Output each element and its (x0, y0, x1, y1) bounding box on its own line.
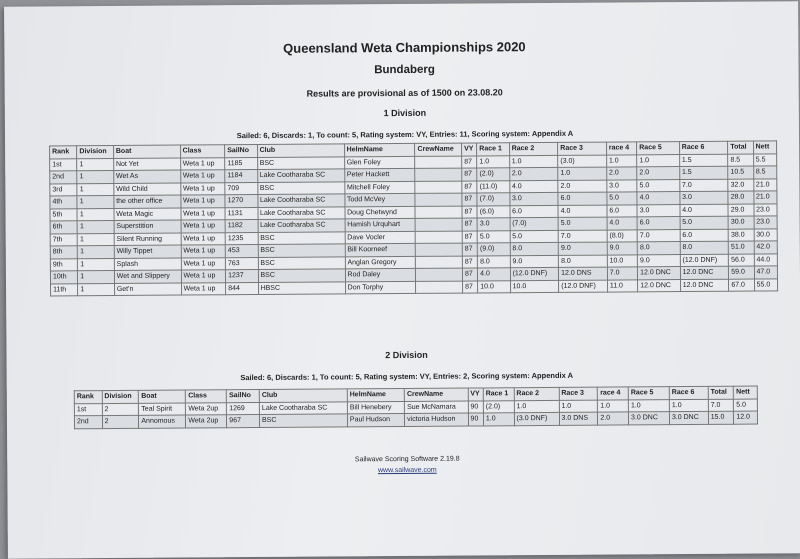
table-cell: 8.0 (680, 241, 729, 254)
table-cell: 1.0 (628, 399, 669, 412)
table-cell: Weta 1 up (181, 207, 226, 220)
table-cell: Splash (114, 258, 181, 271)
table-cell: 87 (462, 168, 477, 181)
table-cell: (7.0) (510, 217, 559, 230)
table-cell: 3.0 (637, 204, 680, 217)
table-cell: 30.0 (754, 228, 778, 241)
table-cell: 763 (225, 257, 257, 270)
table-cell: 6.0 (637, 217, 680, 230)
table-cell: Weta 2up (186, 415, 227, 428)
column-header: Total (728, 141, 753, 154)
column-header: Class (186, 390, 227, 403)
table-cell: Lake Cootharaba SC (258, 206, 345, 219)
column-header: Nett (734, 386, 758, 399)
table-cell (416, 218, 463, 231)
table-cell: BSC (257, 156, 344, 169)
table-cell: 5.0 (558, 217, 607, 230)
table-cell: 1 (78, 271, 115, 284)
table-cell: Get'n (114, 283, 181, 296)
table-cell: (6.0) (477, 205, 509, 218)
table-cell: 10.0 (478, 280, 510, 293)
column-header: Class (180, 145, 225, 158)
table-cell: 2.0 (637, 167, 680, 180)
table-cell (415, 181, 462, 194)
table-cell: 6th (50, 221, 77, 234)
table-cell (415, 156, 462, 169)
table-cell: 7th (50, 233, 77, 246)
table-cell: 1182 (225, 220, 257, 233)
table-cell: 1.0 (606, 154, 636, 167)
table-cell: 5.0 (477, 230, 509, 243)
table-cell: 7.0 (558, 230, 607, 243)
sailwave-link[interactable]: www.sailwave.com (377, 466, 437, 475)
division-1-results-table (49, 140, 778, 296)
table-cell: Lake Cootharaba SC (258, 219, 345, 232)
table-cell: 10.0 (510, 280, 559, 293)
table-cell: 4th (50, 196, 77, 209)
table-cell: 6.0 (510, 205, 559, 218)
table-cell: 1.0 (637, 154, 680, 167)
table-cell: 1235 (225, 232, 257, 245)
table-cell: 8.0 (510, 242, 559, 255)
table-cell: 3.0 (509, 192, 558, 205)
table-cell: 4.0 (637, 192, 680, 205)
footer-link-wrap (7, 464, 800, 477)
table-cell: 38.0 (728, 229, 753, 242)
table-cell: (7.0) (477, 193, 509, 206)
table-cell: 3rd (50, 183, 77, 196)
table-cell: (9.0) (477, 243, 509, 256)
table-cell: 1184 (225, 170, 257, 183)
column-header: Race 1 (477, 143, 509, 156)
table-cell: 7.0 (607, 267, 637, 280)
table-cell: 3.0 (607, 179, 637, 192)
table-cell: 1 (78, 246, 115, 259)
table-cell: 2 (102, 415, 139, 428)
table-cell: 32.0 (728, 179, 753, 192)
table-cell: 4.0 (680, 204, 729, 217)
table-cell: 30.0 (728, 216, 753, 229)
table-cell: 1131 (225, 207, 257, 220)
table-cell: 12.0 DNC (680, 266, 729, 279)
table-cell: 9th (50, 258, 77, 271)
column-header: Race 6 (669, 386, 708, 399)
table-cell: (12.0 DNF) (559, 280, 608, 293)
table-cell: 8.5 (753, 166, 777, 179)
column-header: Division (102, 390, 139, 403)
table-cell: (3.0) (558, 155, 607, 168)
table-cell: 2nd (50, 171, 77, 184)
table-cell: Glen Foley (344, 156, 415, 169)
table-cell: 51.0 (729, 241, 754, 254)
table-cell: 4.0 (509, 180, 558, 193)
table-cell: Lake Cootharaba SC (259, 401, 347, 414)
table-cell: 5.0 (637, 179, 680, 192)
software-credit: Sailwave Scoring Software 2.19.8 (354, 455, 460, 464)
table-cell: Weta 1 up (180, 182, 225, 195)
table-cell: Mitchell Foley (344, 181, 415, 194)
table-cell: 28.0 (728, 191, 753, 204)
table-cell: 12.0 DNC (680, 279, 729, 292)
table-cell: (12.0 DNF) (510, 267, 559, 280)
table-cell: 87 (462, 268, 477, 281)
table-cell: 4.0 (607, 217, 637, 230)
table-cell: Don Torphy (345, 281, 416, 294)
table-cell: 1269 (227, 402, 260, 415)
table-cell: BSC (258, 244, 345, 257)
table-cell: Weta 1 up (180, 195, 225, 208)
table-cell: 3.0 DNS (559, 412, 598, 425)
table-cell: Sue McNamara (405, 401, 468, 414)
table-cell: 8.0 (637, 242, 680, 255)
table-cell: Willy Tippet (114, 245, 181, 258)
column-header: VY (462, 143, 477, 156)
table-cell: 1 (77, 208, 114, 221)
table-cell: 12.0 DNS (559, 267, 608, 280)
table-cell: victoria Hudson (405, 413, 468, 426)
table-cell: BSC (258, 231, 345, 244)
table-cell: 6.0 (607, 204, 637, 217)
table-cell: (2.0) (483, 400, 514, 413)
division-2-summary: Sailed: 6, Discards: 1, To count: 5, Rating system: VY, Entries: 2, Scoring system: Appendix A (240, 370, 574, 383)
table-cell (415, 168, 462, 181)
table-cell: 10.0 (607, 254, 637, 267)
table-cell: the other office (114, 195, 181, 208)
table-cell: 3.0 (680, 191, 729, 204)
table-cell: 5.0 (510, 230, 559, 243)
table-cell: 709 (225, 182, 257, 195)
table-cell: 87 (462, 193, 477, 206)
table-cell: 56.0 (729, 254, 754, 267)
table-cell (416, 268, 463, 281)
table-cell: 21.0 (753, 178, 777, 191)
column-header: SailNo (227, 390, 260, 403)
table-cell: 2nd (74, 416, 102, 429)
table-cell: 6.0 (680, 229, 729, 242)
table-cell: 844 (226, 282, 258, 295)
table-cell: Peter Hackett (344, 168, 415, 181)
table-cell: Silent Running (114, 233, 181, 246)
table-cell: Weta 1 up (181, 270, 226, 283)
table-cell: 87 (462, 155, 477, 168)
table-cell: 1 (77, 171, 114, 184)
column-header: race 4 (606, 142, 636, 155)
column-header: Rank (74, 391, 102, 404)
column-header: Race 1 (483, 388, 514, 401)
table-cell: Not Yet (113, 158, 180, 171)
table-cell (416, 243, 463, 256)
table-cell: 1185 (225, 157, 257, 170)
column-header: Rank (50, 146, 77, 159)
table-cell: 1.0 (514, 400, 559, 413)
table-cell: 1.0 (558, 167, 607, 180)
table-cell: BSC (258, 269, 345, 282)
table-cell: 1.0 (669, 399, 708, 412)
table-cell: Annomous (139, 415, 186, 428)
column-header: Total (708, 386, 734, 399)
table-cell: 3.0 DNC (669, 411, 708, 424)
table-cell: 1 (78, 283, 115, 296)
table-cell: 1237 (226, 270, 258, 283)
table-cell: 87 (463, 280, 478, 293)
column-header: Race 6 (679, 141, 728, 154)
column-header: Race 5 (628, 387, 669, 400)
table-cell: 2.0 (598, 412, 629, 425)
table-cell: 1 (77, 221, 114, 234)
table-cell: 55.0 (754, 278, 778, 291)
table-cell: Anglan Gregory (345, 256, 416, 269)
table-cell: 29.0 (728, 204, 753, 217)
column-header: VY (468, 388, 483, 401)
table-cell: Weta 1 up (180, 170, 225, 183)
table-cell: Weta 1 up (181, 245, 226, 258)
table-cell: 4.0 (478, 268, 510, 281)
table-cell: Bill Koorneef (345, 243, 416, 256)
table-cell: 67.0 (729, 279, 754, 292)
table-cell: Rod Daley (345, 268, 416, 281)
table-cell: 87 (462, 243, 477, 256)
column-header: Club (259, 389, 347, 402)
table-cell (415, 206, 462, 219)
table-cell: 1 (78, 258, 115, 271)
table-cell: 11.0 (607, 279, 637, 292)
table-cell: Paul Hudson (347, 413, 404, 426)
table-cell: Dave Vocler (345, 231, 416, 244)
venue-title: Bundaberg (374, 63, 435, 77)
table-cell: 90 (468, 413, 483, 426)
column-header: Boat (139, 390, 186, 403)
table-cell: 10.5 (728, 166, 753, 179)
table-cell: 5.0 (734, 399, 758, 412)
table-cell: (11.0) (477, 180, 509, 193)
table-cell: Doug Chetwynd (345, 206, 416, 219)
table-cell: 23.0 (754, 216, 778, 229)
table-cell: 3.0 (477, 218, 509, 231)
table-cell: Superstition (114, 220, 181, 233)
table-cell: 12.0 DNC (638, 279, 681, 292)
column-header: HelmName (344, 143, 415, 156)
table-cell: Todd McVey (344, 193, 415, 206)
table-cell: 15.0 (708, 411, 734, 424)
table-cell: Weta 2up (186, 402, 227, 415)
table-cell: 1.5 (679, 154, 728, 167)
table-cell: 12.0 DNC (638, 267, 681, 280)
table-cell: (8.0) (607, 229, 637, 242)
table-cell: 4.0 (558, 205, 607, 218)
table-cell: 87 (462, 205, 477, 218)
table-cell: Wild Child (114, 183, 181, 196)
table-cell: 23.0 (754, 203, 778, 216)
table-cell: 5th (50, 208, 77, 221)
column-header: Boat (113, 145, 180, 158)
table-cell (416, 256, 463, 269)
table-cell: 5.0 (607, 192, 637, 205)
table-cell: Weta 1 up (180, 157, 225, 170)
table-cell: 6.0 (558, 192, 607, 205)
table-cell: Lake Cootharaba SC (257, 169, 344, 182)
table-cell: BSC (257, 181, 344, 194)
table-cell: BSC (258, 256, 345, 269)
division-2-results-table (74, 386, 758, 429)
table-cell: Weta 1 up (181, 257, 226, 270)
table-cell: 1.0 (559, 400, 598, 413)
table-cell: 2.0 (606, 167, 636, 180)
table-cell: 44.0 (754, 253, 778, 266)
column-header: Division (77, 146, 114, 159)
table-cell: 8.5 (728, 154, 753, 167)
column-header: Race 2 (509, 142, 558, 155)
table-cell: 1.0 (509, 155, 558, 168)
table-cell: 87 (462, 255, 477, 268)
table-cell (415, 193, 462, 206)
table-cell: 967 (227, 415, 260, 428)
table-cell: Teal Spirit (139, 403, 186, 416)
table-cell (416, 231, 463, 244)
table-cell: 9.0 (558, 242, 607, 255)
table-cell: 87 (462, 230, 477, 243)
table-cell: Weta Magic (114, 208, 181, 221)
column-header: Race 5 (637, 142, 680, 155)
table-cell: 1st (50, 158, 77, 171)
column-header: SailNo (225, 145, 257, 158)
table-cell: 10th (50, 271, 77, 284)
table-cell: 7.0 (708, 399, 734, 412)
table-cell: 42.0 (754, 241, 778, 254)
column-header: Race 3 (558, 142, 607, 155)
table-cell: HBSC (258, 281, 345, 294)
table-cell: 8.0 (559, 255, 608, 268)
table-cell: 1.0 (483, 413, 514, 426)
table-cell: Wet As (113, 170, 180, 183)
table-cell: 9.0 (510, 255, 559, 268)
table-cell: 1 (77, 233, 114, 246)
table-cell: 59.0 (729, 266, 754, 279)
table-cell: 12.0 (734, 411, 758, 424)
results-sheet (4, 1, 800, 559)
table-cell: 1 (77, 196, 114, 209)
division-1-summary: Sailed: 6, Discards: 1, To count: 5, Rating system: VY, Entries: 11, Scoring system: Appendix A (236, 128, 574, 141)
table-cell: Weta 1 up (181, 282, 226, 295)
column-header: Nett (753, 141, 777, 154)
table-cell: Weta 1 up (181, 220, 226, 233)
table-cell: 7.0 (637, 229, 680, 242)
table-cell: 11th (51, 283, 78, 296)
page-title: Queensland Weta Championships 2020 (283, 39, 526, 56)
table-cell: 2.0 (509, 167, 558, 180)
table-cell: 8.0 (478, 255, 510, 268)
column-header: Race 2 (514, 387, 559, 400)
table-cell: Weta 1 up (181, 232, 226, 245)
table-cell: 1270 (225, 195, 257, 208)
table-cell: (2.0) (477, 168, 509, 181)
table-cell: 1st (74, 403, 102, 416)
column-header: CrewName (404, 388, 467, 401)
table-cell: 1.5 (679, 166, 728, 179)
table-cell: 1.0 (477, 155, 509, 168)
table-cell: (12.0 DNF) (680, 254, 729, 267)
table-cell: 453 (225, 245, 257, 258)
table-cell: 8th (50, 246, 77, 259)
table-cell: 5.5 (753, 153, 777, 166)
table-cell: Lake Cootharaba SC (257, 194, 344, 207)
table-cell: 9.0 (607, 242, 637, 255)
table-cell: 2.0 (558, 180, 607, 193)
table-cell: 1 (77, 183, 114, 196)
table-cell: 87 (462, 218, 477, 231)
table-cell (416, 281, 463, 294)
table-cell: 21.0 (753, 191, 777, 204)
table-cell: 7.0 (679, 179, 728, 192)
column-header: Club (257, 144, 344, 157)
table-cell: 2 (102, 403, 139, 416)
division-2-heading: 2 Division (385, 349, 428, 361)
table-cell: 47.0 (754, 266, 778, 279)
division-1-heading: 1 Division (383, 107, 427, 119)
table-cell: 9.0 (637, 254, 680, 267)
table-cell: 5.0 (680, 216, 729, 229)
table-cell: 1 (77, 158, 114, 171)
column-header: race 4 (598, 387, 629, 400)
provisional-note: Results are provisional as of 1500 on 23.08.20 (306, 87, 503, 99)
table-cell: 1.0 (598, 399, 629, 412)
table-cell: Bill Henebery (347, 401, 404, 414)
column-header: Race 3 (559, 387, 598, 400)
column-header: HelmName (347, 388, 404, 401)
table-cell: Hamish Urquhart (345, 218, 416, 231)
table-cell: Wet and Slippery (114, 270, 181, 283)
table-cell: BSC (259, 414, 347, 427)
table-cell: 3.0 DNC (629, 412, 670, 425)
table-cell: (3.0 DNF) (514, 412, 559, 425)
table-cell: 90 (468, 400, 483, 413)
table-cell: 87 (462, 180, 477, 193)
column-header: CrewName (415, 143, 462, 156)
